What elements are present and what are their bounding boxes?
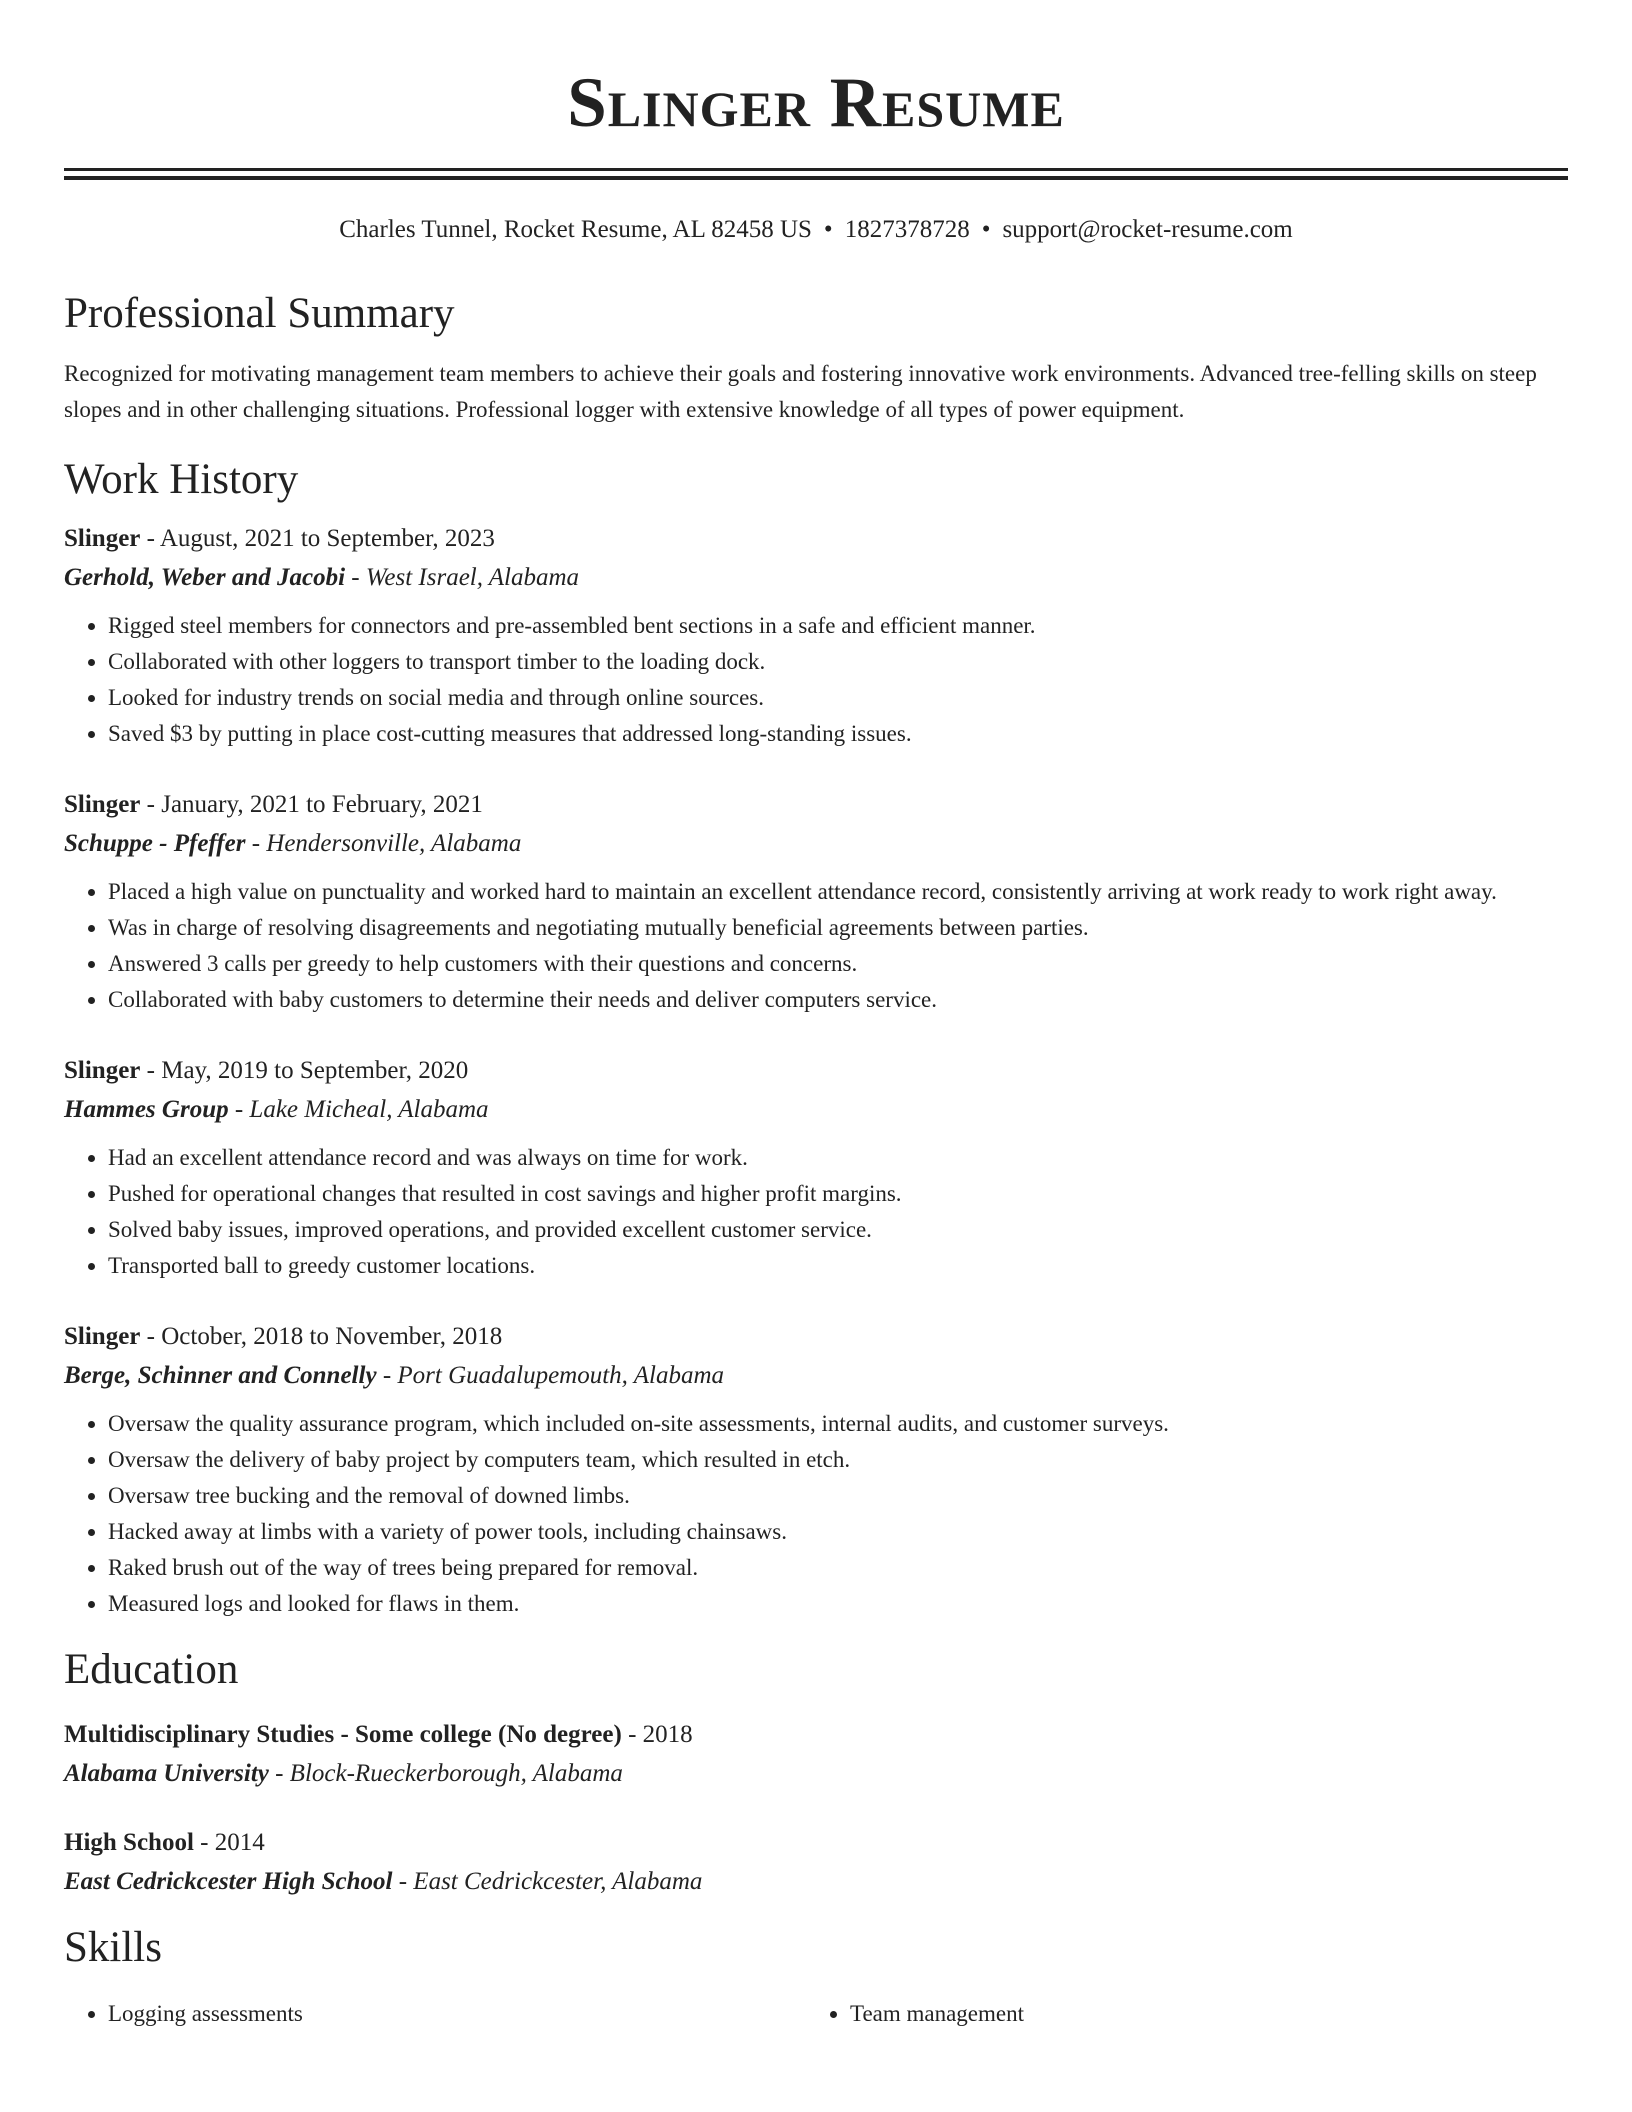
job-bullet: • Measured logs and looked for flaws in them. bbox=[108, 1586, 1568, 1622]
resume-title: Slinger Resume bbox=[567, 64, 1065, 142]
job-bullet: • Collaborated with other loggers to transport timber to the loading dock. bbox=[108, 644, 1568, 680]
education-entry bbox=[64, 1716, 1568, 1794]
job-dates: - May, 2019 to September, 2020 bbox=[140, 1057, 469, 1084]
job-title: Slinger bbox=[64, 791, 141, 818]
education-degree: High School bbox=[64, 1829, 194, 1856]
job-location: - Hendersonville, Alabama bbox=[245, 830, 522, 857]
job-company: Schuppe - Pfeffer bbox=[64, 830, 246, 857]
job-company-line bbox=[64, 824, 1568, 864]
job-bullet: • Saved $3 by putting in place cost-cutting measures that addressed long-standing issues. bbox=[108, 716, 1568, 752]
job-entry bbox=[64, 520, 1568, 752]
job-location: - West Israel, Alabama bbox=[345, 564, 580, 591]
job-company-line bbox=[64, 1090, 1568, 1130]
job-dates: - August, 2021 to September, 2023 bbox=[140, 525, 495, 552]
job-bullet: • Pushed for operational changes that resulted in cost savings and higher profit margins. bbox=[108, 1176, 1568, 1212]
education-year: - 2018 bbox=[621, 1721, 693, 1748]
education-heading: Education bbox=[64, 1646, 239, 1693]
skill-item: • Team management bbox=[850, 1996, 1548, 2032]
skills-list-left bbox=[64, 1996, 806, 2032]
job-company: Hammes Group bbox=[64, 1096, 229, 1123]
skills-columns bbox=[64, 1996, 1568, 2032]
summary-text: Recognized for motivating management team members to achieve their goals and fostering innovative work environments. Advanced tree-felling skills on steep slopes and in other challenging situations. Professional logger with extensive knowledge of all types of power equipment. bbox=[64, 361, 1537, 422]
job-location: - Port Guadalupemouth, Alabama bbox=[376, 1362, 724, 1389]
job-title: Slinger bbox=[64, 525, 141, 552]
contact-separator: • bbox=[823, 216, 833, 243]
job-title: Slinger bbox=[64, 1057, 141, 1084]
job-bullet: • Hacked away at limbs with a variety of power tools, including chainsaws. bbox=[108, 1514, 1568, 1550]
work-history-heading: Work History bbox=[64, 456, 299, 503]
title-rule-bottom bbox=[64, 176, 1568, 180]
job-bullet: • Placed a high value on punctuality and worked hard to maintain an excellent attendance record, consistently arriving at work ready to work right away. bbox=[108, 874, 1568, 910]
education-school-line bbox=[64, 1754, 1568, 1794]
job-dates: - January, 2021 to February, 2021 bbox=[140, 791, 483, 818]
contact-address: Charles Tunnel, Rocket Resume, AL 82458 US bbox=[339, 216, 812, 243]
job-title-line bbox=[64, 1318, 1568, 1356]
skills-list-right bbox=[806, 1996, 1548, 2032]
education-school-line bbox=[64, 1862, 1568, 1902]
job-bullet: • Transported ball to greedy customer locations. bbox=[108, 1248, 1568, 1284]
education-degree-line bbox=[64, 1824, 1568, 1862]
job-title-line bbox=[64, 786, 1568, 824]
education-degree: Multidisciplinary Studies - Some college (No degree) bbox=[64, 1721, 622, 1748]
job-bullet: • Had an excellent attendance record and was always on time for work. bbox=[108, 1140, 1568, 1176]
contact-phone: 1827378728 bbox=[844, 216, 970, 243]
education-location: - East Cedrickcester, Alabama bbox=[392, 1868, 703, 1895]
job-dates: - October, 2018 to November, 2018 bbox=[140, 1323, 503, 1350]
summary-heading: Professional Summary bbox=[64, 290, 455, 337]
contact-email: support@rocket-resume.com bbox=[1002, 216, 1293, 243]
job-bullet: • Collaborated with baby customers to determine their needs and deliver computers service. bbox=[108, 982, 1568, 1018]
job-bullet: • Oversaw the delivery of baby project by computers team, which resulted in etch. bbox=[108, 1442, 1568, 1478]
job-entry bbox=[64, 1052, 1568, 1284]
job-bullet: • Oversaw the quality assurance program, which included on-site assessments, internal audits, and customer surveys. bbox=[108, 1406, 1568, 1442]
job-bullet: • Answered 3 calls per greedy to help customers with their questions and concerns. bbox=[108, 946, 1568, 982]
education-location: - Block-Rueckerborough, Alabama bbox=[268, 1760, 623, 1787]
job-title-line bbox=[64, 1052, 1568, 1090]
job-title: Slinger bbox=[64, 1323, 141, 1350]
education-year: - 2014 bbox=[193, 1829, 265, 1856]
title-rule-top bbox=[64, 168, 1568, 171]
education-school: Alabama University bbox=[64, 1760, 269, 1787]
job-company: Berge, Schinner and Connelly bbox=[64, 1362, 377, 1389]
skills-heading: Skills bbox=[64, 1924, 162, 1971]
job-entry bbox=[64, 786, 1568, 1018]
job-bullets bbox=[64, 1140, 1568, 1284]
job-bullet: • Was in charge of resolving disagreements and negotiating mutually beneficial agreements between parties. bbox=[108, 910, 1568, 946]
education-entry bbox=[64, 1824, 1568, 1902]
job-location: - Lake Micheal, Alabama bbox=[228, 1096, 489, 1123]
job-company-line bbox=[64, 1356, 1568, 1396]
job-bullet: • Rigged steel members for connectors and pre-assembled bent sections in a safe and efficient manner. bbox=[108, 608, 1568, 644]
job-bullets bbox=[64, 1406, 1568, 1622]
contact-separator: • bbox=[981, 216, 991, 243]
education-school: East Cedrickcester High School bbox=[64, 1868, 393, 1895]
job-company: Gerhold, Weber and Jacobi bbox=[64, 564, 346, 591]
job-entry bbox=[64, 1318, 1568, 1622]
job-bullet: • Raked brush out of the way of trees being prepared for removal. bbox=[108, 1550, 1568, 1586]
job-bullet: • Looked for industry trends on social media and through online sources. bbox=[108, 680, 1568, 716]
education-degree-line bbox=[64, 1716, 1568, 1754]
job-bullets bbox=[64, 608, 1568, 752]
job-bullets bbox=[64, 874, 1568, 1018]
job-company-line bbox=[64, 558, 1568, 598]
contact-line bbox=[64, 214, 1568, 246]
job-bullet: • Solved baby issues, improved operations, and provided excellent customer service. bbox=[108, 1212, 1568, 1248]
job-title-line bbox=[64, 520, 1568, 558]
skill-item: • Logging assessments bbox=[108, 1996, 806, 2032]
job-bullet: • Oversaw tree bucking and the removal of downed limbs. bbox=[108, 1478, 1568, 1514]
